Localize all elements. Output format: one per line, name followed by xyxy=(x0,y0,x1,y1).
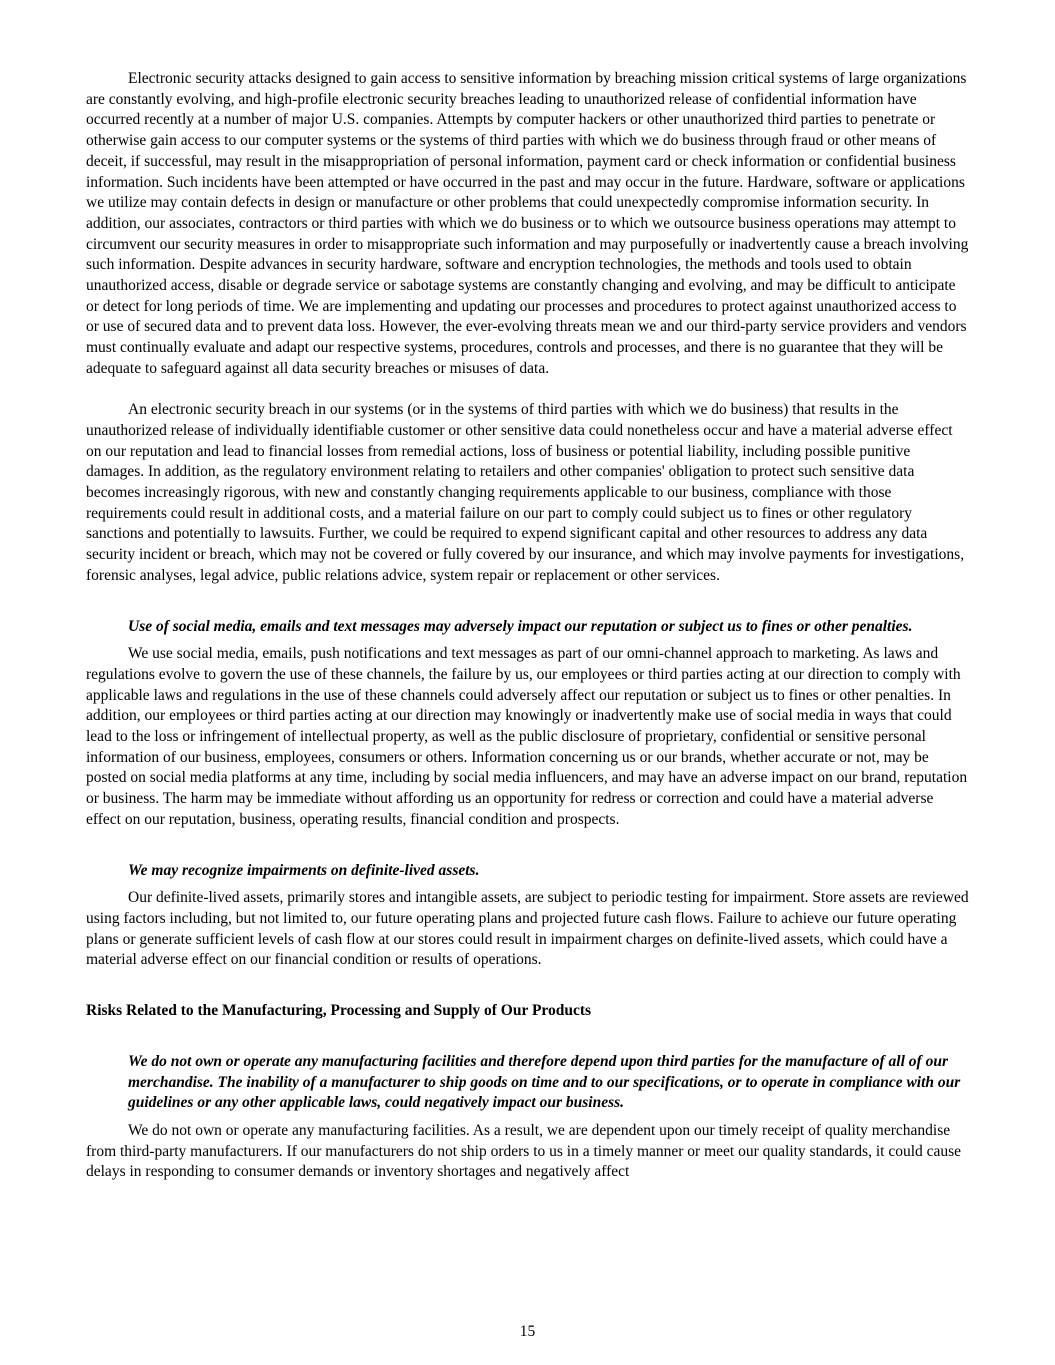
paragraph-manufacturing: We do not own or operate any manufacturing facilities. As a result, we are dependent upon our timely receipt of quality merchandise from third-party manufacturers. If our manufacturers do not ship orders to us in a timely manner or meet our quality standards, it could cause delays in responding to consumer demands or inventory shortages and negatively affect xyxy=(86,1121,962,1181)
paragraph-security-breach: An electronic security breach in our systems (or in the systems of third parties with which we do business) that results in the unauthorized release of individually identifiable customer or other sensitive data could nonetheless occur and have a material adverse effect on our reputation and lead to financial losses from remedial actions, loss of business or potential liability, including possible punitive damages. In addition, as the regulatory environment relating to retailers and other companies' obligation to protect such sensitive data becomes increasingly rigorous, with new and constantly changing requirements applicable to our business, compliance with those requirements could result in additional costs, and a material failure on our part to comply could subject us to fines or other regulatory sanctions and potentially to lawsuits. Further, we could be required to expend significant capital and other resources to address any data security incident or breach, which may not be covered or fully covered by our insurance, and which may involve payments for investigations, forensic analyses, legal advice, public relations advice, system repair or replacement or other services. xyxy=(86,401,965,584)
paragraph-social-media: We use social media, emails, push notifications and text messages as part of our omni-channel approach to marketing. As laws and regulations evolve to govern the use of these channels, the failure by us, our employees or third parties acting at our direction to comply with applicable laws and regulations in the use of these channels could adversely affect our reputation or subject us to fines or other penalties. In addition, our employees or third parties acting at our direction may knowingly or inadvertently make use of social media in ways that could lead to the loss or infringement of intellectual property, as well as the public disclosure of proprietary, confidential or sensitive personal information of our business, employees, consumers or others. Information concerning us or our brands, whether accurate or not, may be posted on social media platforms at any time, including by social media influencers, and may have an adverse impact on our brand, reputation or business. The harm may be immediate without affording us an opportunity for redress or correction and could have a material adverse effect on our reputation, business, operating results, financial condition and prospects. xyxy=(86,645,968,828)
paragraph-impairments: Our definite-lived assets, primarily stores and intangible assets, are subject to periodic testing for impairment. Store assets are reviewed using factors including, but not limited to, our future operating plans and projected future cash flows. Failure to achieve our future operating plans or generate sufficient levels of cash flow at our stores could result in impairment charges on definite-lived assets, which could have a material adverse effect on our financial condition or results of operations. xyxy=(86,889,969,969)
risk-heading-social-media: Use of social media, emails and text messages may adversely impact our reputation or subject us to fines or other penalties. xyxy=(128,617,913,635)
section-heading-manufacturing: Risks Related to the Manufacturing, Processing and Supply of Our Products xyxy=(86,1002,592,1020)
risk-heading-manufacturing: We do not own or operate any manufacturing facilities and therefore depend upon third parties for the manufacture of all of our merchandise. The inability of a manufacturer to ship goods on time and to our specifications, or to operate in compliance with our guidelines or any other applicable laws, could negatively impact our business. xyxy=(128,1052,961,1112)
page-number: 15 xyxy=(519,1323,536,1340)
paragraph-security-attacks: Electronic security attacks designed to gain access to sensitive information by breaching mission critical systems of large organizations are constantly evolving, and high-profile electronic security breaches leading to unauthorized release of confidential information have occurred recently at a number of major U.S. companies. Attempts by computer hackers or other unauthorized third parties to penetrate or otherwise gain access to our computer systems or the systems of third parties with which we do business through fraud or other means of deceit, if successful, may result in the misappropriation of personal information, payment card or check information or confidential business information. Such incidents have been attempted or have occurred in the past and may occur in the future. Hardware, software or applications we utilize may contain defects in design or manufacture or other problems that could unexpectedly compromise information security. In addition, our associates, contractors or third parties with which we do business or to which we outsource business operations may attempt to circumvent our security measures in order to misappropriate such information and may purposefully or inadvertently cause a breach involving such information. Despite advances in security hardware, software and encryption technologies, the methods and tools used to obtain unauthorized access, disable or degrade service or sabotage systems are constantly changing and evolving, and may be difficult to anticipate or detect for long periods of time. We are implementing and updating our processes and procedures to protect against unauthorized access to or use of secured data and to prevent data loss. However, the ever-evolving threats mean we and our third-party service providers and vendors must continually evaluate and adapt our respective systems, procedures, controls and processes, and there is no guarantee that they will be adequate to safeguard against all data security breaches or misuses of data. xyxy=(86,70,969,377)
risk-heading-impairments: We may recognize impairments on definite-lived assets. xyxy=(128,861,480,879)
